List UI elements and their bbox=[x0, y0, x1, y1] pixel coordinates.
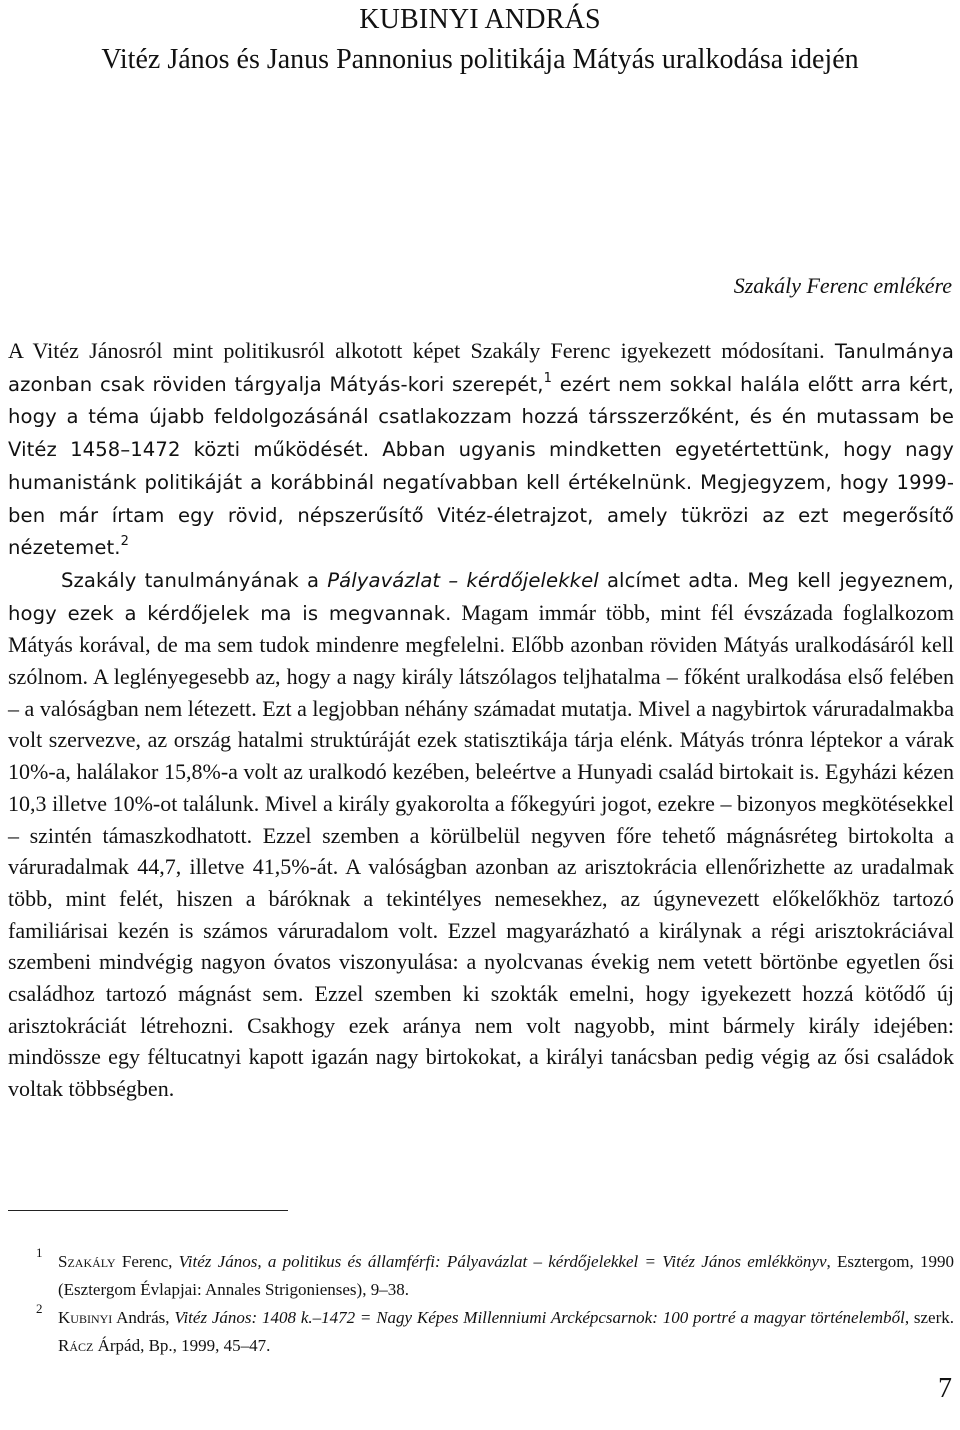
footnote-1-number: 1 bbox=[36, 1245, 43, 1260]
footnote-2-editor: Rácz bbox=[58, 1336, 94, 1355]
body-text bbox=[8, 335, 954, 1105]
paragraph-2-part-2: alcímet adta. Meg kell jegyeznem, hogy ezek a kérdőjelek ma is megvannak. bbox=[8, 568, 954, 625]
footnote-ref-2[interactable]: 2 bbox=[120, 534, 129, 550]
footnotes bbox=[8, 1245, 954, 1360]
footnote-2-number: 2 bbox=[36, 1301, 43, 1316]
footnote-divider bbox=[8, 1210, 288, 1211]
footnote-2-author-rest: András, bbox=[112, 1308, 175, 1327]
footnote-1-title: Vitéz János, a politikus és államférfi: Pályavázlat – kérdőjelekkel = Vitéz János emlékkönyv bbox=[178, 1252, 827, 1271]
paragraph-2 bbox=[8, 564, 954, 1105]
footnote-2-author: Kubinyi bbox=[58, 1308, 113, 1327]
footnote-1 bbox=[8, 1245, 954, 1304]
footnote-2-rest-post: Árpád, Bp., 1999, 45–47. bbox=[93, 1336, 271, 1355]
paragraph-1-part-2: Tanulmánya azonban csak röviden tárgyalja Mátyás-kori szerepét, bbox=[8, 340, 955, 396]
footnote-1-author-rest: Ferenc, bbox=[115, 1252, 179, 1271]
footnote-2-rest-pre: , szerk. bbox=[904, 1308, 954, 1327]
page-number: 7 bbox=[938, 1373, 952, 1404]
paragraph-2-part-3: Magam immár több, mint fél évszázada foglalkozom Mátyás korával, de ma sem tudok mindenre megfelelni. Előbb azonban röviden Mátyás uralkodásáról kell szólnom. A leglényegesebb az, hogy a nagy király látszólagos teljhatalma – főként uralkodása első felében – a valóságban nem létezett. Ezt a legjobban néhány számadat mutatja. Mivel a nagybirtok váruradalmakba volt szervezve, az ország hatalmi struktúráját ezek statisztikája tárja elénk. Mátyás trónra léptekor a várak 10%-a, halálakor 15,8%-a volt az uralkodó kezében, beleértve a Hunyadi család birtokait is. Egyházi kézen 10,3 illetve 10%-ot találunk. Mivel a király gyakorolta a főkegyúri jogot, ezekre – bizonyos megkötésekkel – szintén támaszkodhatott. Ezzel szemben a körülbelül negyven főre tehető mágnásréteg birtokolta a váruradalmak 44,7, illetve 41,5%-át. A valóságban azonban az arisztokrácia ellenőrizhette az uradalmak több, mint felét, hiszen a báróknak a tekintélyes nemesekhez, az úgynevezett előkelőkhöz tartozó familiárisai kezén is számos váruradalom volt. Ezzel magyarázható a királynak a régi arisztokráciával szembeni mindvégig nagyon óvatos viszonyulása: a nyolcvanas évekig nem vetett börtönbe egyetlen ősi családhoz tartozó mágnást sem. Ezzel szemben ki szokták emelni, hogy igyekezett hozzá kötődő új arisztokráciát létrehozni. Csakhogy ezek aránya nem volt nagyobb, mint bármely király idejében: mindössze egy féltucatnyi kapott igazán nagy birtokokat, a királyi tanácsban pedig végig az ősi családok voltak többségben. bbox=[8, 599, 954, 1102]
paragraph-1-part-1: A Vitéz Jánosról mint politikusról alkotott képet Szakály Ferenc igyekezett módosítani. bbox=[8, 338, 825, 363]
article-title: Vitéz János és Janus Pannonius politikája Mátyás uralkodása idején bbox=[101, 44, 859, 75]
footnote-1-author: Szakály bbox=[58, 1252, 116, 1271]
author-name: KUBINYI ANDRÁS bbox=[359, 4, 601, 35]
dedication: Szakály Ferenc emlékére bbox=[733, 273, 952, 298]
paragraph-1-part-3: ezért nem sokkal halála előtt arra kért, hogy a téma újabb feldolgozásánál csatlakozzam hozzá társszerzőként, és én mutassam be Vitéz 1458–1472 közti működését. Abban ugyanis mindketten egyetértettünk, hogy nagy humanistánk politikáját a korábbinál negatívabban kell értékelnünk. Megjegyzem, hogy 1999-ben már írtam egy rövid, népszerűsítő Vitéz-életrajzot, amely tükrözi az ezt megerősítő nézetemet. bbox=[8, 372, 955, 560]
footnote-1-rest: , Esztergom, 1990 (Esztergom Évlapjai: Annales Strigonienses), 9–38. bbox=[58, 1252, 954, 1299]
footnote-2 bbox=[8, 1301, 954, 1360]
paragraph-1 bbox=[8, 335, 954, 564]
paragraph-2-part-1: Szakály tanulmányának a bbox=[61, 568, 328, 592]
footnote-ref-1[interactable]: 1 bbox=[543, 370, 552, 386]
paragraph-1-sans-block bbox=[8, 340, 954, 559]
paragraph-2-italic-title: Pályavázlat – kérdőjelekkel bbox=[327, 568, 599, 592]
document-header bbox=[0, 2, 960, 78]
footnote-2-title: Vitéz János: 1408 k.–1472 = Nagy Képes Millenniumi Arcképcsarnok: 100 portré a magyar történelemből bbox=[174, 1308, 905, 1327]
